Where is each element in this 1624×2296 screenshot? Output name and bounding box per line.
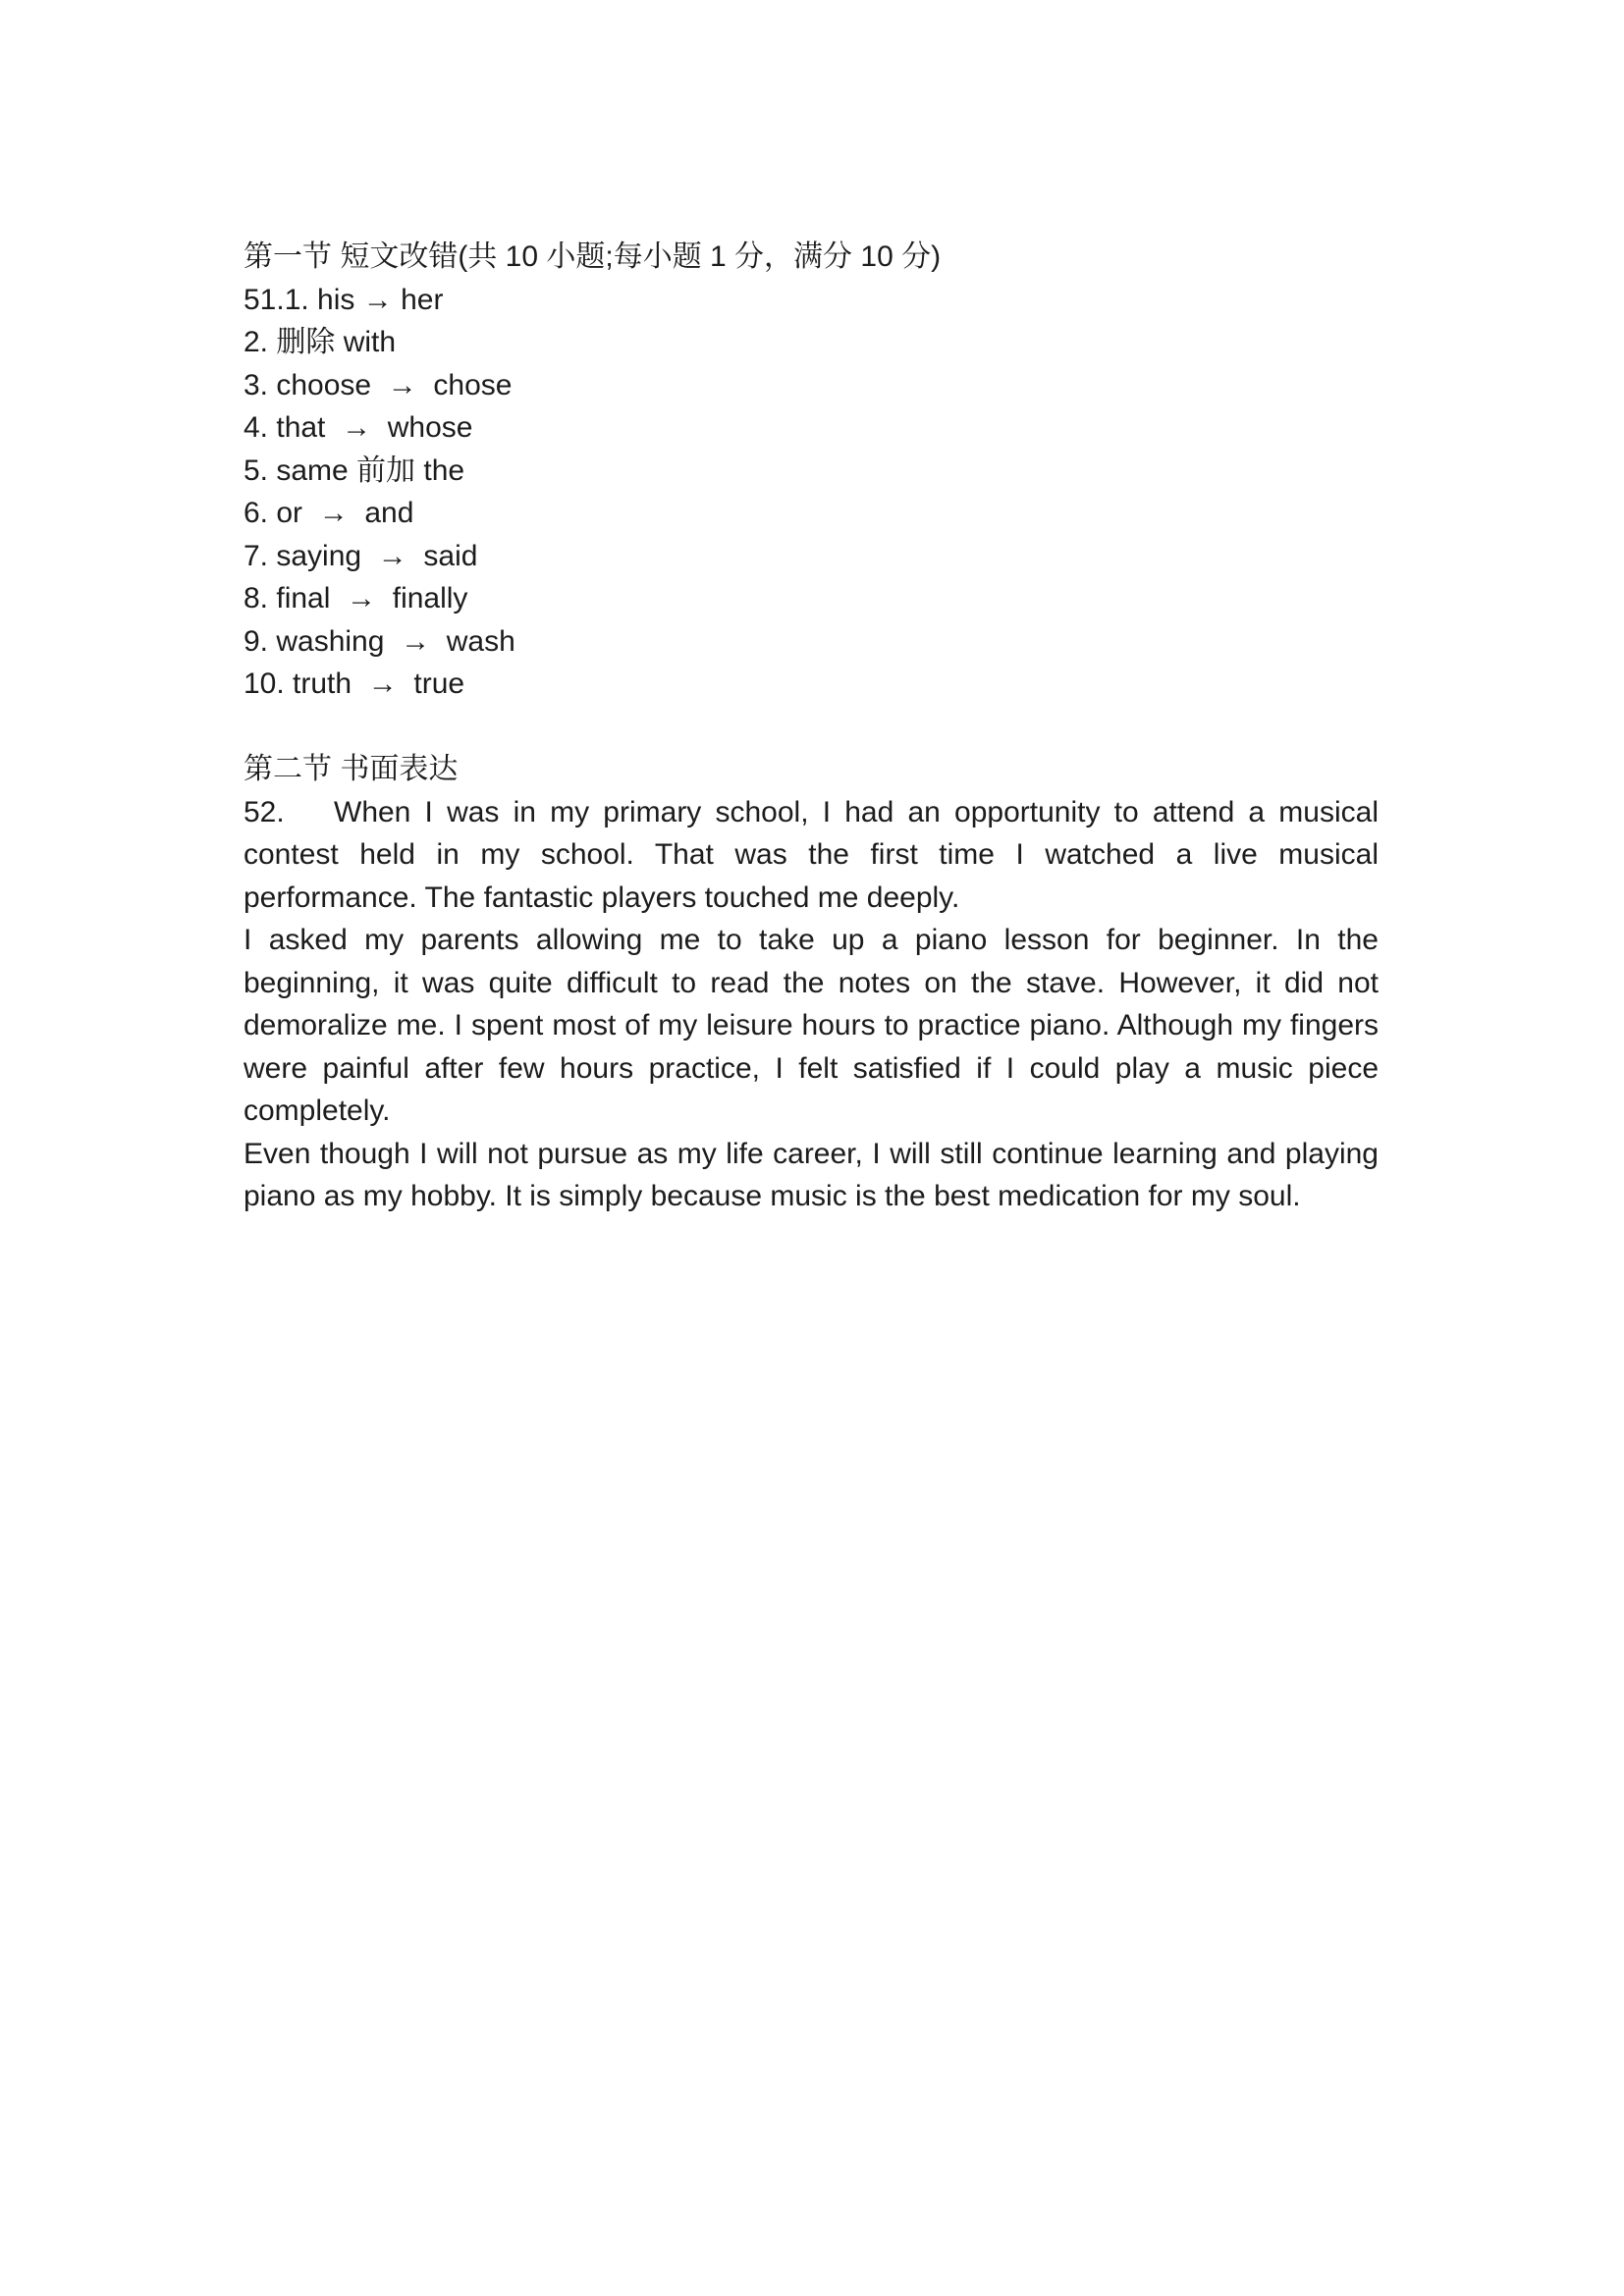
- answer-line-2: 2. 删除 with: [244, 326, 397, 358]
- document-content: [244, 236, 1379, 1218]
- essay-paragraph-1: [244, 791, 1379, 920]
- essay-paragraph-1-text: When I was in my primary school, I had an opportunity to attend a musical contest held in my school. That was the first time I watched a live musical performance. The fantastic players touched me deeply.: [244, 795, 1379, 914]
- essay-paragraph-2: I asked my parents allowing me to take up a piano lesson for beginner. In the beginning, it was quite difficult to read the notes on the stave. However, it did not demoralize me. I spent most of my leisure hours to practice piano. Although my fingers were painful after few hours practice, I felt satisfied if I could play a music piece completely.: [244, 924, 1379, 1127]
- answer-line-6: 6. or → and: [244, 497, 414, 529]
- answer-line-5: 5. same 前加 the: [244, 454, 465, 487]
- answer-line-8: 8. final → finally: [244, 582, 468, 614]
- answer-line-1: 51.1. his → her: [244, 283, 444, 316]
- essay-number: 52.: [244, 795, 285, 828]
- section1-heading: 第一节 短文改错(共 10 小题;每小题 1 分，满分 10 分): [244, 240, 942, 273]
- answer-line-10: 10. truth → true: [244, 667, 465, 700]
- essay-paragraph-3: Even though I will not pursue as my life career, I will still continue learning and playing piano as my hobby. It is simply because music is the best medication for my soul.: [244, 1137, 1379, 1212]
- section2-heading: 第二节 书面表达: [244, 753, 459, 785]
- blank-line: [244, 706, 1379, 749]
- answer-line-4: 4. that → whose: [244, 411, 473, 444]
- answer-line-3: 3. choose → chose: [244, 368, 513, 401]
- answer-line-7: 7. saying → said: [244, 539, 478, 572]
- answer-line-9: 9. washing → wash: [244, 624, 515, 658]
